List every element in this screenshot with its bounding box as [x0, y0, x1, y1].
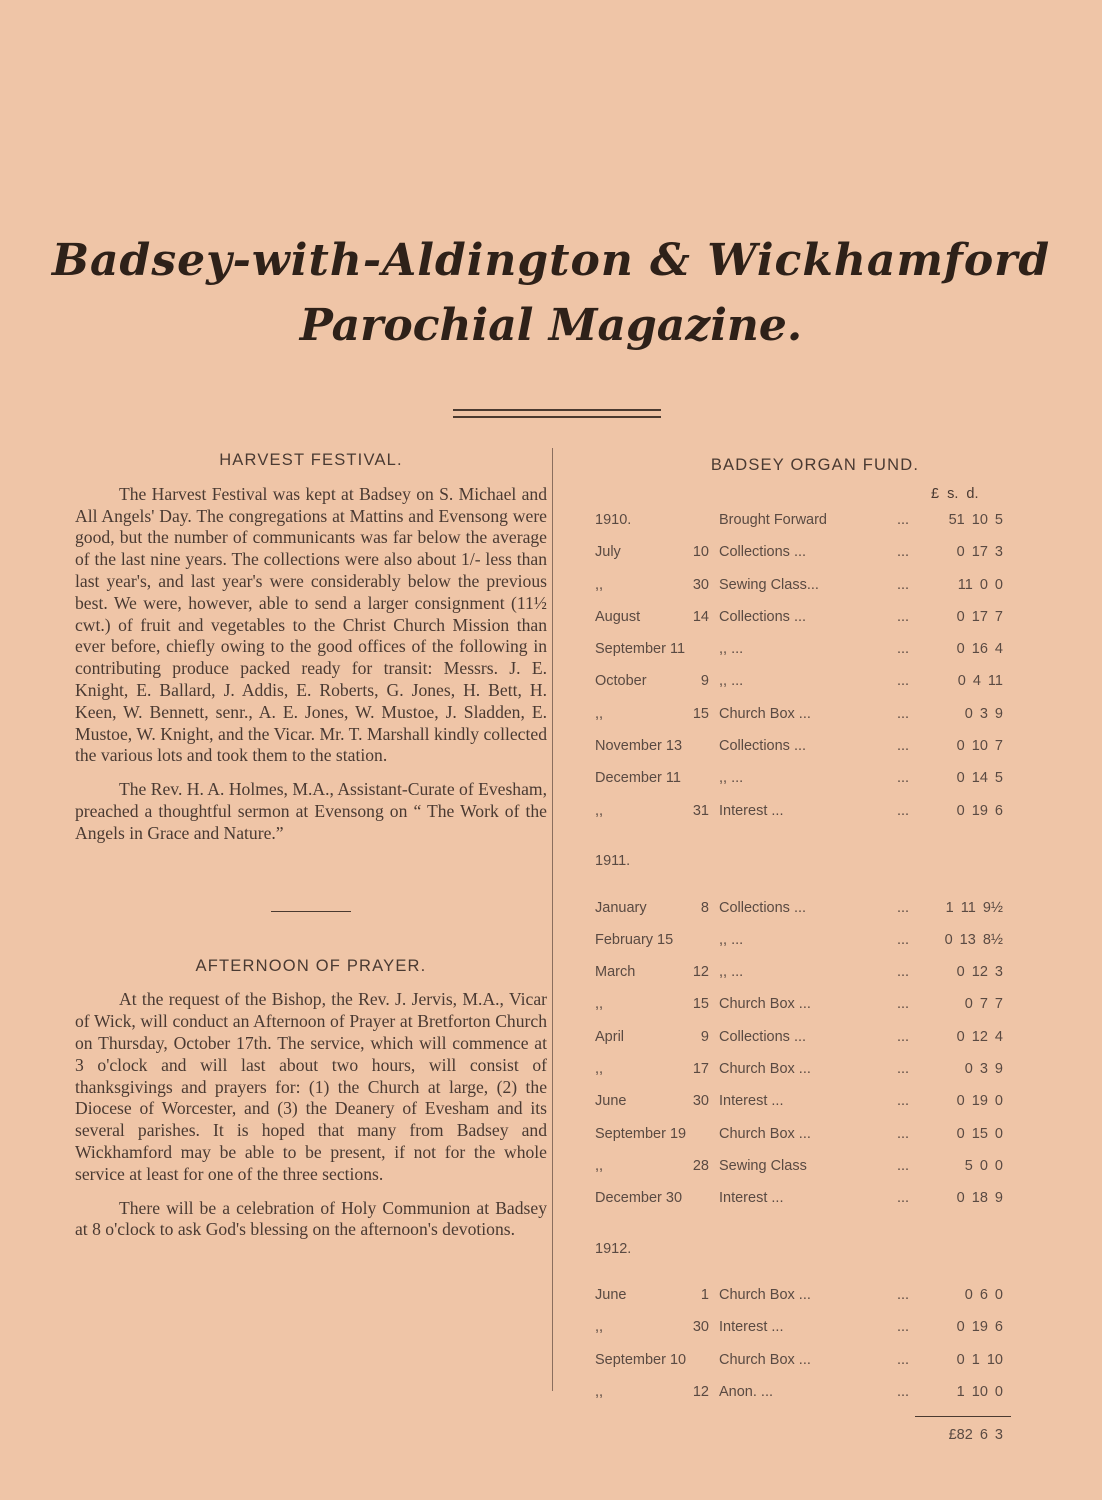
ledger-item: Brought Forward [719, 512, 827, 528]
ledger-item: Sewing Class [719, 1157, 807, 1174]
masthead-line-2: Parochial Magazine. [299, 300, 803, 351]
ledger-dots: ... [897, 1125, 910, 1142]
ledger-dots: ... [897, 1093, 910, 1110]
ledger-month: ,, [595, 1157, 604, 1174]
ledger-item: Collections ... [719, 544, 807, 561]
ledger-dots: ... [897, 899, 910, 916]
ledger-day: 30 [692, 576, 709, 593]
harvest-festival-heading: HARVEST FESTIVAL. [219, 451, 403, 469]
ledger-month: June [595, 1287, 627, 1304]
ledger-amount: 0 17 3 [956, 544, 1003, 561]
ledger-row [595, 900, 1015, 932]
ledger-row [595, 1029, 1015, 1061]
organ-fund-table [595, 512, 1015, 1443]
ledger-item: ,, ... [719, 770, 744, 787]
title-double-rule [453, 409, 661, 418]
ledger-dots: ... [897, 673, 910, 690]
ledger-item: Church Box ... [719, 996, 811, 1013]
left-column [75, 450, 547, 1241]
ledger-row [595, 932, 1015, 964]
ledger-dots: ... [897, 1061, 910, 1078]
ledger-amount: 1 11 9½ [945, 899, 1003, 916]
ledger-row [595, 803, 1015, 835]
ledger-day: 1 [700, 1287, 709, 1304]
fund-total: £82 6 3 [948, 1427, 1003, 1444]
ledger-item: Anon. ... [719, 1384, 774, 1401]
ledger-row [595, 738, 1015, 770]
ledger-row [595, 673, 1015, 705]
ledger-amount: 0 14 5 [956, 770, 1003, 787]
ledger-row [595, 1384, 1015, 1416]
ledger-dots: ... [897, 738, 910, 755]
ledger-item: Church Box ... [719, 1351, 811, 1368]
ledger-month: December 11 [595, 770, 681, 787]
year-spacer [595, 1255, 1015, 1287]
ledger-day: 8 [700, 899, 709, 916]
ledger-item: Collections ... [719, 608, 807, 625]
ledger-amount: 1 10 0 [956, 1384, 1003, 1401]
ledger-month: February 15 [595, 931, 674, 948]
ledger-day: 17 [692, 1061, 709, 1078]
ledger-item: Church Box ... [719, 1287, 811, 1304]
ledger-item: ,, ... [719, 931, 744, 948]
ledger-amount: 0 17 7 [956, 608, 1003, 625]
ledger-month: March [595, 964, 636, 981]
ledger-day: 31 [692, 802, 709, 819]
year-heading [595, 835, 1015, 867]
ledger-month: ,, [595, 705, 604, 722]
ledger-amount: 0 1 10 [956, 1351, 1003, 1368]
ledger-dots: ... [897, 770, 910, 787]
ledger-row [595, 1352, 1015, 1384]
ledger-row [595, 996, 1015, 1028]
ledger-month: September 10 [595, 1351, 687, 1368]
harvest-paragraph-1: The Harvest Festival was kept at Badsey on S. Michael and All Angels' Day. The congregations at Mattins and Evensong were good, but the number of communicants was far below the average of the last nine years. The collections were also about 1/- less than last year's, and last year's were considerably below the previous best. We were, however, able to send a larger consignment (11½ cwt.) of fruit and vegetables to the Christ Church Mission than ever before, chiefly owing to the good offices of the following in contributing produce packed ready for transit: Messrs. J. E. Knight, E. Ballard, J. Addis, E. Roberts, G. Jones, H. Bett, H. Keen, W. Bennett, senr., A. E. Jones, W. Mustoe, J. Sladden, E. Mustoe, W. Knight, and the Vicar. Mr. T. Marshall kindly collected the various lots and took them to the station. [75, 483, 547, 766]
prayer-paragraph-2: There will be a celebration of Holy Communion at Badsey at 8 o'clock to ask God's blessing on the afternoon's devotions. [75, 1197, 547, 1240]
year-label: 1911. [595, 852, 631, 869]
ledger-month: June [595, 1093, 627, 1110]
ledger-dots: ... [897, 1190, 910, 1207]
ledger-row [595, 1190, 1015, 1222]
ledger-month: January [595, 899, 647, 916]
ledger-month: August [595, 608, 641, 625]
ledger-row [595, 1061, 1015, 1093]
ledger-month: ,, [595, 1061, 604, 1078]
ledger-amount: 0 3 9 [964, 1061, 1003, 1078]
ledger-dots: ... [897, 641, 910, 658]
ledger-day: 30 [692, 1093, 709, 1110]
ledger-amount: 0 6 0 [964, 1287, 1003, 1304]
ledger-amount: 0 12 3 [956, 964, 1003, 981]
ledger-day: 12 [692, 1384, 709, 1401]
ledger-dots: ... [897, 964, 910, 981]
ledger-day: 15 [692, 705, 709, 722]
ledger-row [595, 770, 1015, 802]
afternoon-of-prayer-heading: AFTERNOON OF PRAYER. [195, 956, 427, 975]
ledger-day: 14 [692, 608, 709, 625]
year-label: 1912. [595, 1240, 632, 1257]
column-divider [552, 448, 553, 1391]
ledger-row [595, 544, 1015, 576]
ledger-row [595, 609, 1015, 641]
ledger-amount: 0 12 4 [956, 1028, 1003, 1045]
ledger-row [595, 1287, 1015, 1319]
ledger-row [595, 512, 1015, 544]
ledger-row [595, 1319, 1015, 1351]
ledger-day: 12 [692, 964, 709, 981]
ledger-dots: ... [897, 1384, 910, 1401]
ledger-month: ,, [595, 996, 604, 1013]
ledger-row [595, 1158, 1015, 1190]
prayer-paragraph-1: At the request of the Bishop, the Rev. J. Jervis, M.A., Vicar of Wick, will conduct an Afternoon of Prayer at Bretforton Church on Thursday, October 17th. The service, which will commence at 3 o'clock and will last about two hours, will consist of thanksgivings and prayers for: (1) the Church at large, (2) the Diocese of Worcester, and (3) the Deanery of Evesham and its several parishes. It is hoped that many from Badsey and Wickhamford may be able to be present, if not for the whole service at least for one of the three sections. [75, 989, 547, 1184]
currency-column-header: £ s. d. [931, 486, 979, 502]
ledger-month: ,, [595, 576, 604, 593]
ledger-amount: 5 0 0 [964, 1157, 1003, 1174]
ledger-dots: ... [897, 1351, 910, 1368]
ledger-item: Collections ... [719, 1028, 807, 1045]
ledger-month: July [595, 544, 621, 561]
ledger-month: ,, [595, 802, 604, 819]
ledger-day: 28 [692, 1157, 709, 1174]
ledger-dots: ... [897, 512, 910, 528]
ledger-row [595, 577, 1015, 609]
ledger-day: 10 [692, 544, 709, 561]
ledger-amount: 0 16 4 [956, 641, 1003, 658]
total-rule [915, 1416, 1011, 1417]
ledger-item: Interest ... [719, 1319, 784, 1336]
masthead-line-1: Badsey-with-Aldington & Wickhamford [51, 235, 1051, 286]
ledger-row [595, 641, 1015, 673]
ledger-row [595, 1126, 1015, 1158]
ledger-amount: 0 19 6 [956, 1319, 1003, 1336]
ledger-amount: 51 10 5 [948, 512, 1003, 528]
ledger-day: 9 [700, 1028, 709, 1045]
ledger-dots: ... [897, 1287, 910, 1304]
ledger-amount: 0 3 9 [964, 705, 1003, 722]
organ-fund-heading: BADSEY ORGAN FUND. [710, 456, 920, 474]
ledger-amount: 0 19 6 [956, 802, 1003, 819]
ledger-row [595, 706, 1015, 738]
ledger-month: December 30 [595, 1190, 683, 1207]
ledger-dots: ... [897, 608, 910, 625]
ledger-amount: 0 15 0 [956, 1125, 1003, 1142]
year-spacer [595, 867, 1015, 899]
ledger-month: ,, [595, 1384, 604, 1401]
ledger-item: ,, ... [719, 641, 744, 658]
ledger-month: ,, [595, 1319, 604, 1336]
ledger-item: ,, ... [719, 673, 744, 690]
ledger-item: Church Box ... [719, 1061, 811, 1078]
ledger-month: 1910. [595, 512, 632, 528]
ledger-month: November 13 [595, 738, 683, 755]
masthead [0, 235, 1102, 351]
year-heading [595, 1223, 1015, 1255]
ledger-dots: ... [897, 1157, 910, 1174]
ledger-dots: ... [897, 931, 910, 948]
ledger-dots: ... [897, 1319, 910, 1336]
ledger-day: 30 [692, 1319, 709, 1336]
ledger-amount: 0 13 8½ [944, 931, 1003, 948]
ledger-amount: 0 7 7 [964, 996, 1003, 1013]
ledger-month: September 11 [595, 641, 686, 658]
ledger-item: Interest ... [719, 1190, 784, 1207]
organ-fund-column [595, 450, 1015, 1444]
ledger-dots: ... [897, 576, 910, 593]
ledger-amount: 0 19 0 [956, 1093, 1003, 1110]
ledger-row [595, 964, 1015, 996]
ledger-amount: 11 0 0 [957, 576, 1003, 593]
ledger-item: Church Box ... [719, 705, 811, 722]
ledger-day: 15 [692, 996, 709, 1013]
ledger-item: Interest ... [719, 1093, 784, 1110]
ledger-month: October [595, 673, 647, 690]
ledger-month: April [595, 1028, 625, 1045]
ledger-dots: ... [897, 996, 910, 1013]
ledger-month: September 19 [595, 1125, 687, 1142]
ledger-item: Church Box ... [719, 1125, 811, 1142]
harvest-paragraph-2: The Rev. H. A. Holmes, M.A., Assistant-Curate of Evesham, preached a thoughtful sermon at Evensong on “ The Work of the Angels in Grace and Nature.” [75, 779, 547, 843]
ledger-dots: ... [897, 544, 910, 561]
ledger-item: ,, ... [719, 964, 744, 981]
ledger-item: Interest ... [719, 802, 784, 819]
ledger-day: 9 [700, 673, 709, 690]
ledger-dots: ... [897, 705, 910, 722]
ledger-dots: ... [897, 802, 910, 819]
section-divider-rule [271, 911, 351, 912]
ledger-item: Collections ... [719, 738, 807, 755]
ledger-item: Sewing Class... [719, 576, 819, 593]
ledger-amount: 0 18 9 [956, 1190, 1003, 1207]
ledger-item: Collections ... [719, 899, 807, 916]
ledger-row [595, 1093, 1015, 1125]
ledger-dots: ... [897, 1028, 910, 1045]
ledger-amount: 0 4 11 [957, 673, 1003, 690]
ledger-amount: 0 10 7 [956, 738, 1003, 755]
